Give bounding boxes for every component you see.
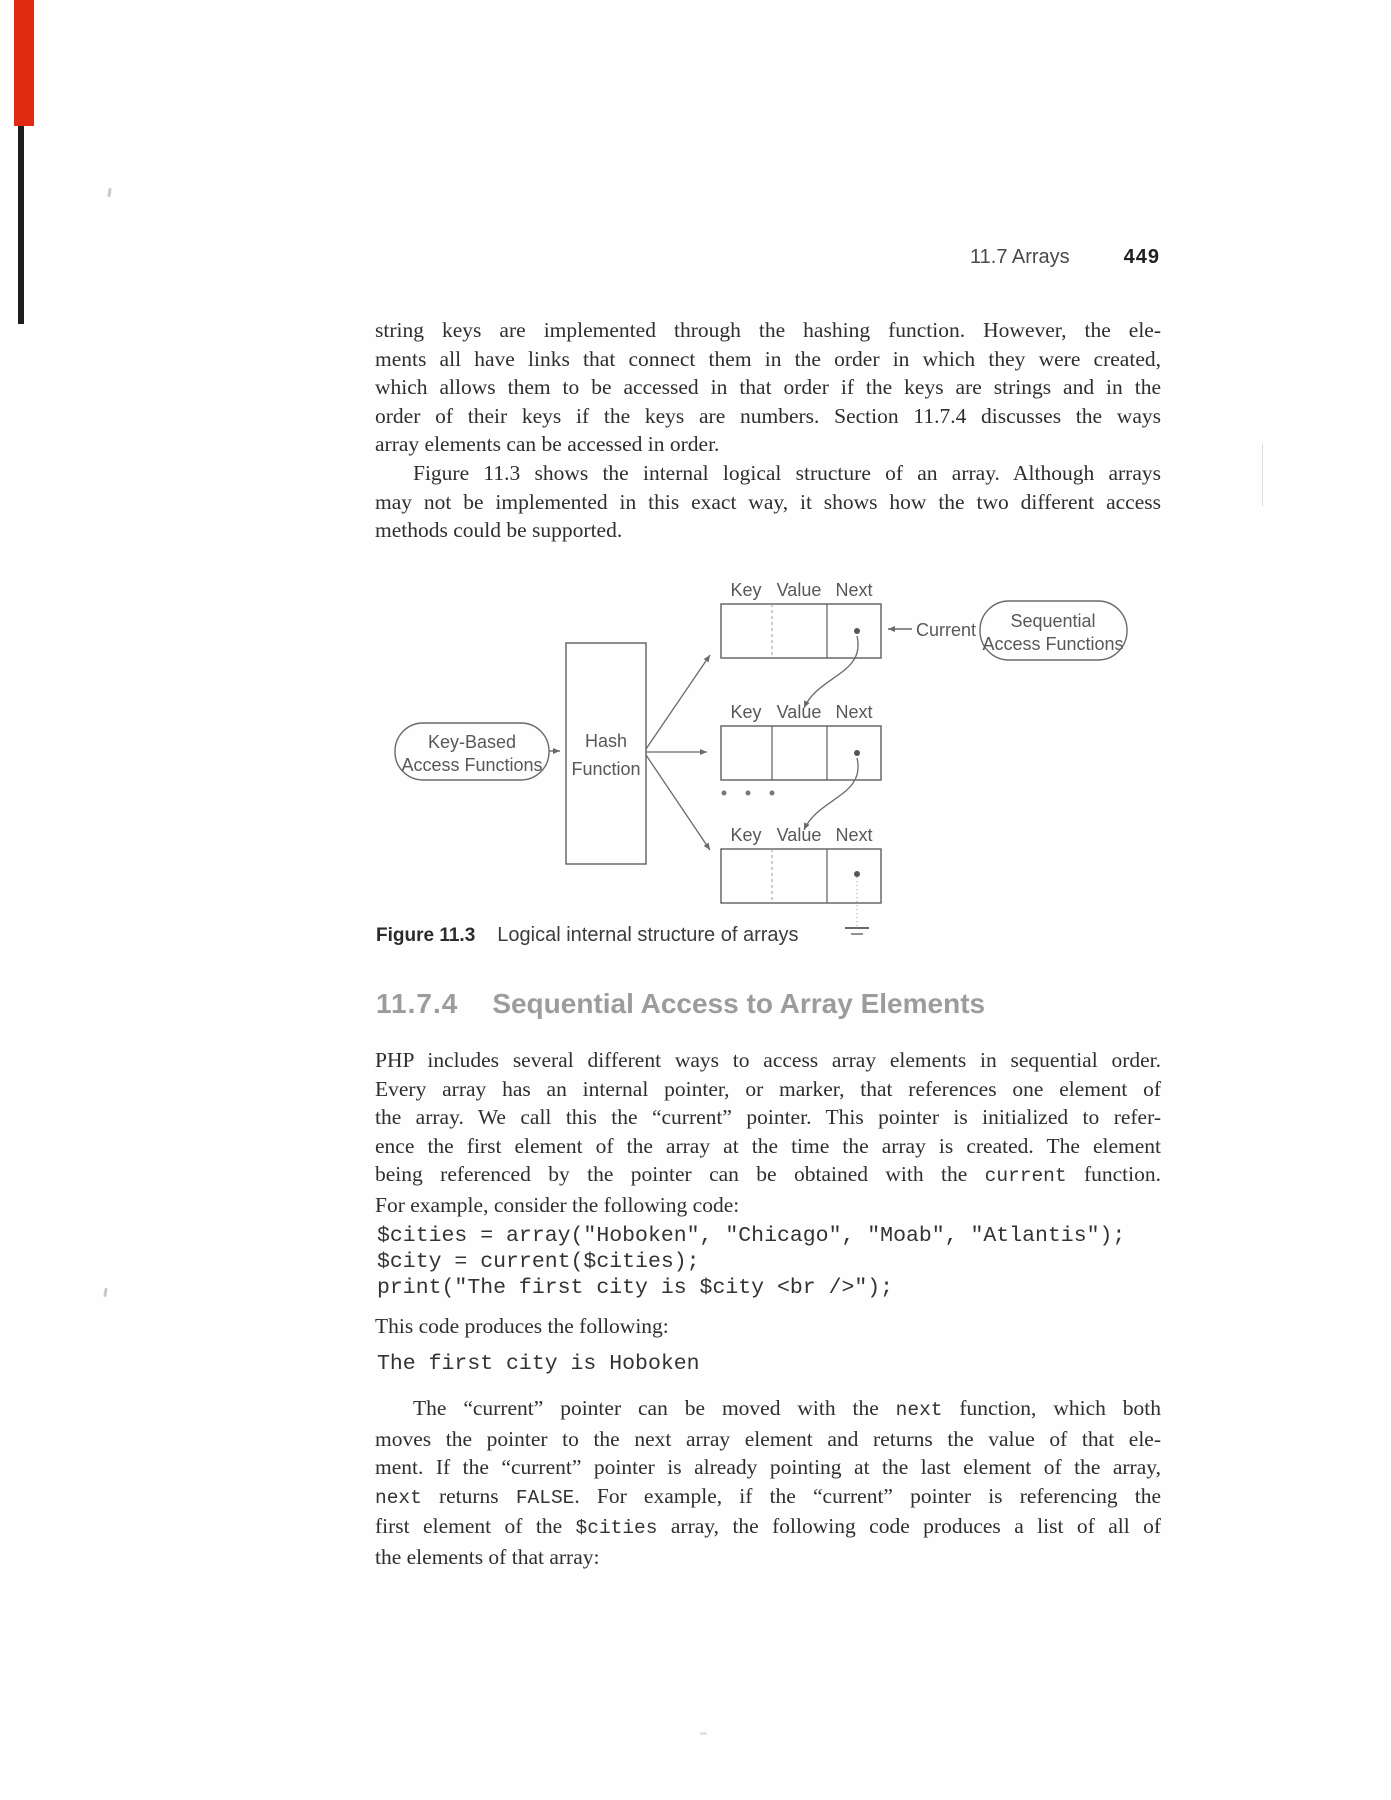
- figure-caption-label: Figure 11.3: [376, 925, 476, 946]
- scan-speck: [700, 1732, 707, 1735]
- next-function-paragraph: [375, 1394, 1161, 1572]
- text-segment: function, which both: [942, 1396, 1161, 1420]
- node1-value-label: Value: [776, 580, 822, 600]
- text-segment: methods could be supported.: [375, 518, 623, 543]
- text-segment: which allows them to be accessed in that order if the keys are strings and in the: [375, 375, 1161, 400]
- inline-code: current: [984, 1165, 1067, 1188]
- sequential-access-paragraph: [375, 1046, 1161, 1220]
- section-heading-number: 11.7.4: [376, 988, 459, 1019]
- text-segment: Every array has an internal pointer, or marker, that references one element of: [375, 1076, 1161, 1101]
- node1-next-label: Next: [835, 580, 873, 600]
- figure-caption-text: Logical internal structure of arrays: [497, 924, 799, 946]
- text-line: [375, 316, 1161, 345]
- text-line: [375, 1103, 1161, 1132]
- text-line: [375, 1132, 1161, 1161]
- text-segment: function.: [1066, 1162, 1161, 1187]
- text-segment: may not be implemented in this exact way, it shows how the two different access: [375, 489, 1161, 514]
- code-line: $cities = array("Hoboken", "Chicago", "Moab", "Atlantis");: [377, 1224, 1126, 1248]
- intro-paragraphs: [375, 316, 1161, 545]
- text-line: [375, 1482, 1161, 1513]
- figure-11-3-diagram: [370, 572, 1162, 964]
- text-segment: string keys are implemented through the hashing function. However, the ele-: [375, 318, 1161, 342]
- code-line: print("The first city is $city <br />");: [377, 1275, 894, 1300]
- text-line: [375, 1394, 1161, 1425]
- ellipsis-dots: [722, 791, 775, 796]
- produces-text: This code produces the following:: [375, 1314, 669, 1338]
- node2-next-pointer-dot: [854, 750, 860, 756]
- text-line: [375, 1075, 1161, 1104]
- node1-next-pointer-dot: [854, 628, 860, 634]
- text-line: [375, 1160, 1161, 1191]
- scan-black-stripe: [18, 126, 24, 324]
- running-head-section: 11.7 Arrays: [970, 246, 1070, 268]
- node1-key-label: Key: [730, 580, 762, 600]
- array-node-1: [721, 580, 881, 658]
- node2-next-label: Next: [835, 702, 873, 722]
- node3-next-pointer-dot: [854, 871, 860, 877]
- text-segment: array elements can be accessed in order.: [375, 432, 720, 457]
- text-line: [375, 402, 1161, 431]
- node2-value-label: Value: [776, 702, 822, 722]
- text-line: [375, 488, 1161, 517]
- code-line: $city = current($cities);: [377, 1249, 700, 1274]
- text-segment: ment. If the “current” pointer is already pointing at the last element of the array,: [375, 1455, 1161, 1480]
- text-segment: first element of the: [375, 1514, 576, 1539]
- paragraph-1: [375, 316, 1161, 459]
- scan-speck: [107, 188, 111, 197]
- sequential-access-node: [980, 601, 1127, 660]
- current-pointer-label: Current: [916, 620, 977, 640]
- sequential-label-line1: Sequential: [1010, 611, 1096, 631]
- link-node1-to-node2: [804, 636, 858, 708]
- inline-code: $cities: [575, 1517, 658, 1540]
- section-heading-title: Sequential Access to Array Elements: [492, 988, 986, 1019]
- hash-label-line1: Hash: [584, 731, 628, 751]
- paragraph-2: [375, 459, 1161, 545]
- text-segment: ments all have links that connect them in the order in which they were created,: [375, 346, 1161, 371]
- text-line: [375, 516, 1161, 545]
- key-based-label-line1: Key-Based: [427, 732, 517, 752]
- scan-edge-line: [1262, 444, 1263, 506]
- array-node-3: [721, 825, 881, 903]
- text-segment: being referenced by the pointer can be obtained with the: [375, 1162, 985, 1187]
- php-code-block: [377, 1224, 1125, 1301]
- hash-function-node: [566, 643, 646, 864]
- node2-key-label: Key: [730, 702, 762, 722]
- text-segment: . For example, if the “current” pointer is referencing the: [574, 1483, 1162, 1508]
- text-line: [375, 1453, 1161, 1482]
- text-segment: the elements of that array:: [375, 1544, 600, 1569]
- text-segment: returns: [421, 1483, 516, 1508]
- text-segment: ence the first element of the array at the time the array is created. The element: [375, 1133, 1161, 1158]
- scan-red-stripe: [14, 0, 34, 126]
- scan-speck: [103, 1288, 107, 1297]
- text-line: [375, 1512, 1161, 1543]
- null-terminator-ground: [845, 877, 869, 934]
- text-line: [375, 345, 1161, 374]
- array-node-2: [721, 702, 881, 780]
- text-segment: PHP includes several different ways to access array elements in sequential order.: [375, 1048, 1161, 1072]
- inline-code: FALSE: [515, 1486, 575, 1509]
- text-segment: the array. We call this the “current” pointer. This pointer is initialized to refer-: [375, 1105, 1161, 1130]
- produces-text-block: [375, 1312, 1161, 1341]
- text-line: [375, 1191, 1161, 1220]
- text-line: [375, 430, 1161, 459]
- text-line: [375, 459, 1161, 488]
- sequential-label-line2: Access Functions: [982, 634, 1124, 654]
- text-line: [375, 1543, 1161, 1572]
- text-segment: For example, consider the following code:: [375, 1192, 740, 1217]
- key-based-access-node: [395, 723, 549, 780]
- node3-key-label: Key: [730, 825, 762, 845]
- arrow-hash-to-node1: [646, 655, 710, 749]
- paragraph-3: [375, 1046, 1161, 1220]
- section-heading: [376, 988, 985, 1020]
- text-segment: The “current” pointer can be moved with the: [413, 1396, 896, 1420]
- text-segment: Figure 11.3 shows the internal logical structure of an array. Although arrays: [413, 460, 1161, 485]
- inline-code: next: [895, 1399, 943, 1421]
- node3-next-label: Next: [835, 825, 873, 845]
- node3-value-label: Value: [776, 825, 822, 845]
- text-segment: array, the following code produces a list of all of: [657, 1514, 1162, 1539]
- running-head: [970, 246, 1160, 269]
- code-output-line: The first city is Hoboken: [377, 1352, 700, 1376]
- page-number: 449: [1123, 246, 1160, 268]
- text-line: [375, 1425, 1161, 1454]
- link-node2-to-node3: [804, 758, 858, 830]
- figure-caption: [376, 924, 799, 947]
- hash-label-line2: Function: [571, 759, 641, 779]
- inline-code: next: [375, 1486, 422, 1509]
- text-line: [375, 1046, 1161, 1075]
- text-segment: moves the pointer to the next array element and returns the value of that ele-: [375, 1426, 1161, 1451]
- text-segment: order of their keys if the keys are numbers. Section 11.7.4 discusses the ways: [375, 403, 1161, 428]
- key-based-label-line2: Access Functions: [401, 755, 543, 775]
- arrow-hash-to-node3: [646, 755, 710, 850]
- text-line: [375, 373, 1161, 402]
- paragraph-4: [375, 1394, 1161, 1572]
